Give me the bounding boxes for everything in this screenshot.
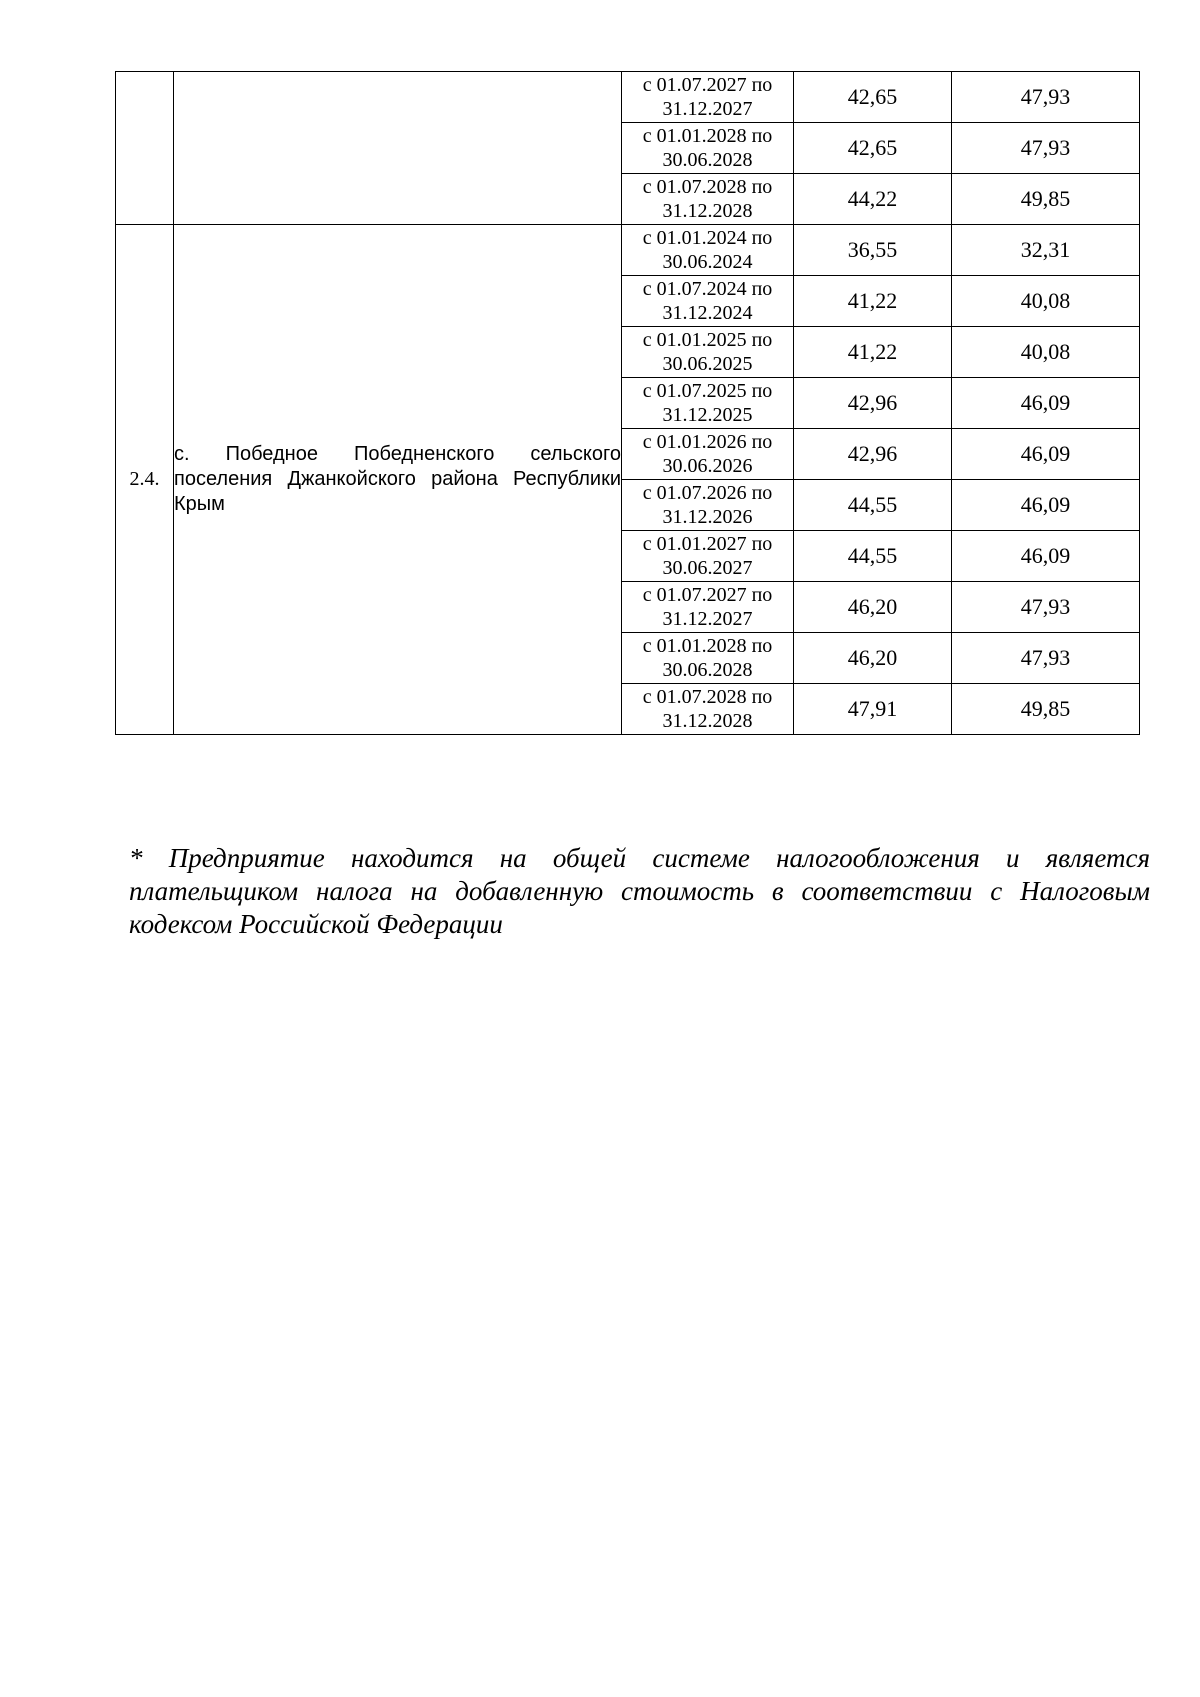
period-from: с 01.07.2028 по (642, 176, 773, 198)
period-from: с 01.01.2028 по (642, 635, 773, 657)
tariff-value-vat-cell: 47,93 (952, 123, 1140, 174)
tariff-value-cell: 41,22 (794, 276, 952, 327)
period-to: 31.12.2025 (662, 404, 753, 426)
period-cell (622, 429, 794, 480)
tariff-value-vat-cell: 49,85 (952, 684, 1140, 735)
tariff-value-cell: 41,22 (794, 327, 952, 378)
tariff-value-cell: 42,65 (794, 123, 952, 174)
period-from: с 01.01.2026 по (642, 431, 773, 453)
tariff-table (115, 71, 1140, 735)
tariff-value-vat-cell: 49,85 (952, 174, 1140, 225)
period-to: 30.06.2027 (662, 557, 753, 579)
tariff-value-vat-cell: 47,93 (952, 582, 1140, 633)
period-cell (622, 684, 794, 735)
period-cell (622, 276, 794, 327)
period-from: с 01.07.2027 по (642, 74, 773, 96)
tariff-value-cell: 46,20 (794, 582, 952, 633)
tariff-value-cell: 47,91 (794, 684, 952, 735)
period-cell (622, 327, 794, 378)
tariff-value-cell: 46,20 (794, 633, 952, 684)
table-row (116, 72, 1140, 123)
period-from: с 01.07.2025 по (642, 380, 773, 402)
tariff-value-vat-cell: 47,93 (952, 72, 1140, 123)
tariff-value-cell: 44,55 (794, 480, 952, 531)
period-from: с 01.07.2024 по (642, 278, 773, 300)
period-to: 31.12.2028 (662, 200, 753, 222)
period-cell (622, 72, 794, 123)
period-from: с 01.07.2028 по (642, 686, 773, 708)
tariff-value-cell: 44,22 (794, 174, 952, 225)
row-number-cell (116, 72, 174, 225)
settlement-cell (174, 72, 622, 225)
period-from: с 01.01.2027 по (642, 533, 773, 555)
period-cell (622, 582, 794, 633)
tariff-value-cell: 36,55 (794, 225, 952, 276)
period-to: 30.06.2028 (662, 659, 753, 681)
period-from: с 01.01.2025 по (642, 329, 773, 351)
tariff-table-body (116, 72, 1140, 735)
period-cell (622, 633, 794, 684)
period-from: с 01.01.2024 по (642, 227, 773, 249)
period-cell (622, 123, 794, 174)
tariff-value-vat-cell: 40,08 (952, 276, 1140, 327)
period-to: 30.06.2024 (662, 251, 753, 273)
period-from: с 01.07.2027 по (642, 584, 773, 606)
period-to: 31.12.2028 (662, 710, 753, 732)
period-from: с 01.01.2028 по (642, 125, 773, 147)
tariff-value-cell: 44,55 (794, 531, 952, 582)
tariff-value-vat-cell: 47,93 (952, 633, 1140, 684)
period-to: 31.12.2027 (662, 98, 753, 120)
period-cell (622, 480, 794, 531)
period-cell (622, 225, 794, 276)
period-to: 31.12.2024 (662, 302, 753, 324)
settlement-cell: с. Победное Победненского сельского поселения Джанкойского района Республики Крым (174, 225, 622, 735)
tariff-value-vat-cell: 40,08 (952, 327, 1140, 378)
period-cell (622, 174, 794, 225)
period-to: 31.12.2026 (662, 506, 753, 528)
tariff-value-cell: 42,65 (794, 72, 952, 123)
period-cell (622, 378, 794, 429)
period-to: 30.06.2026 (662, 455, 753, 477)
period-to: 30.06.2025 (662, 353, 753, 375)
tariff-value-vat-cell: 46,09 (952, 378, 1140, 429)
table-row (116, 225, 1140, 276)
tariff-value-vat-cell: 46,09 (952, 480, 1140, 531)
tariff-value-vat-cell: 46,09 (952, 531, 1140, 582)
tariff-value-cell: 42,96 (794, 378, 952, 429)
period-to: 31.12.2027 (662, 608, 753, 630)
tariff-value-cell: 42,96 (794, 429, 952, 480)
footnote: * Предприятие находится на общей системе налогообложения и является плательщиком налога на добавленную стоимость в соответствии с Налоговым кодексом Российской Федерации (129, 843, 1150, 939)
tariff-value-vat-cell: 32,31 (952, 225, 1140, 276)
row-number-cell: 2.4. (116, 225, 174, 735)
tariff-value-vat-cell: 46,09 (952, 429, 1140, 480)
period-from: с 01.07.2026 по (642, 482, 773, 504)
period-to: 30.06.2028 (662, 149, 753, 171)
period-cell (622, 531, 794, 582)
